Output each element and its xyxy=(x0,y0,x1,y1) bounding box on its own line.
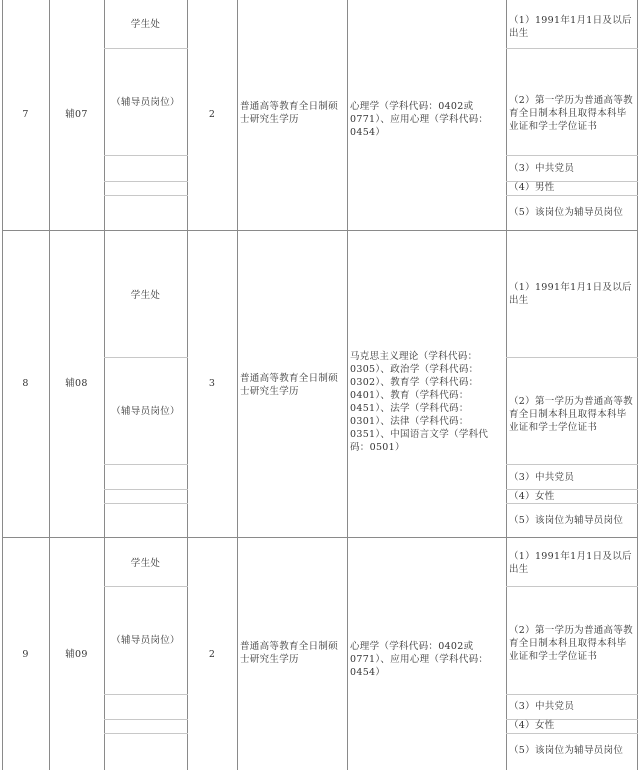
requirement-1: （1）1991年1月1日及以后出生 xyxy=(509,15,632,39)
seq-cell: 7 xyxy=(22,109,29,120)
department-cell: 学生处 xyxy=(130,19,161,30)
position-type-cell: （辅导员岗位） xyxy=(111,635,180,646)
seq-cell: 9 xyxy=(22,649,29,660)
requirement-3: （3）中共党员 xyxy=(509,163,575,174)
requirement-3: （3）中共党员 xyxy=(509,472,575,483)
requirement-5: （5）该岗位为辅导员岗位 xyxy=(509,515,624,526)
department-cell: 学生处 xyxy=(130,290,161,301)
education-cell: 普通高等教育全日制硕士研究生学历 xyxy=(240,373,339,397)
requirement-5: （5）该岗位为辅导员岗位 xyxy=(509,745,624,756)
major-cell: 心理学（学科代码：0402或0771）、应用心理（学科代码：0454） xyxy=(350,641,489,678)
requirement-3: （3）中共党员 xyxy=(509,701,575,712)
major-cell: 马克思主义理论（学科代码：0305）、政治学（学科代码：0302）、教育学（学科代码：0401）、教育（学科代码：0451）、法学（学科代码：0301）、法律（学科代码：0351）、中国语言文学（学科代码：0501） xyxy=(350,351,489,453)
headcount-cell: 2 xyxy=(208,649,216,660)
requirement-1: （1）1991年1月1日及以后出生 xyxy=(509,282,632,306)
headcount-cell: 2 xyxy=(208,109,216,120)
requirement-1: （1）1991年1月1日及以后出生 xyxy=(509,551,632,575)
requirement-4: （4）男性 xyxy=(509,182,555,193)
position-code-cell: 辅08 xyxy=(65,378,88,389)
requirement-5: （5）该岗位为辅导员岗位 xyxy=(509,207,624,218)
position-type-cell: （辅导员岗位） xyxy=(111,406,180,417)
headcount-cell: 3 xyxy=(208,378,216,389)
position-code-cell: 辅09 xyxy=(65,649,88,660)
major-cell: 心理学（学科代码：0402或0771）、应用心理（学科代码：0454） xyxy=(350,101,489,138)
education-cell: 普通高等教育全日制硕士研究生学历 xyxy=(240,641,339,665)
requirement-2: （2）第一学历为普通高等教育全日制本科且取得本科毕业证和学士学位证书 xyxy=(509,625,633,662)
department-cell: 学生处 xyxy=(130,558,161,569)
requirement-4: （4）女性 xyxy=(509,720,555,731)
requirement-2: （2）第一学历为普通高等教育全日制本科且取得本科毕业证和学士学位证书 xyxy=(509,396,633,433)
requirement-2: （2）第一学历为普通高等教育全日制本科且取得本科毕业证和学士学位证书 xyxy=(509,95,633,132)
requirement-4: （4）女性 xyxy=(509,491,555,502)
seq-cell: 8 xyxy=(22,378,29,389)
education-cell: 普通高等教育全日制硕士研究生学历 xyxy=(240,101,339,125)
position-code-cell: 辅07 xyxy=(65,109,88,120)
position-type-cell: （辅导员岗位） xyxy=(111,97,180,108)
